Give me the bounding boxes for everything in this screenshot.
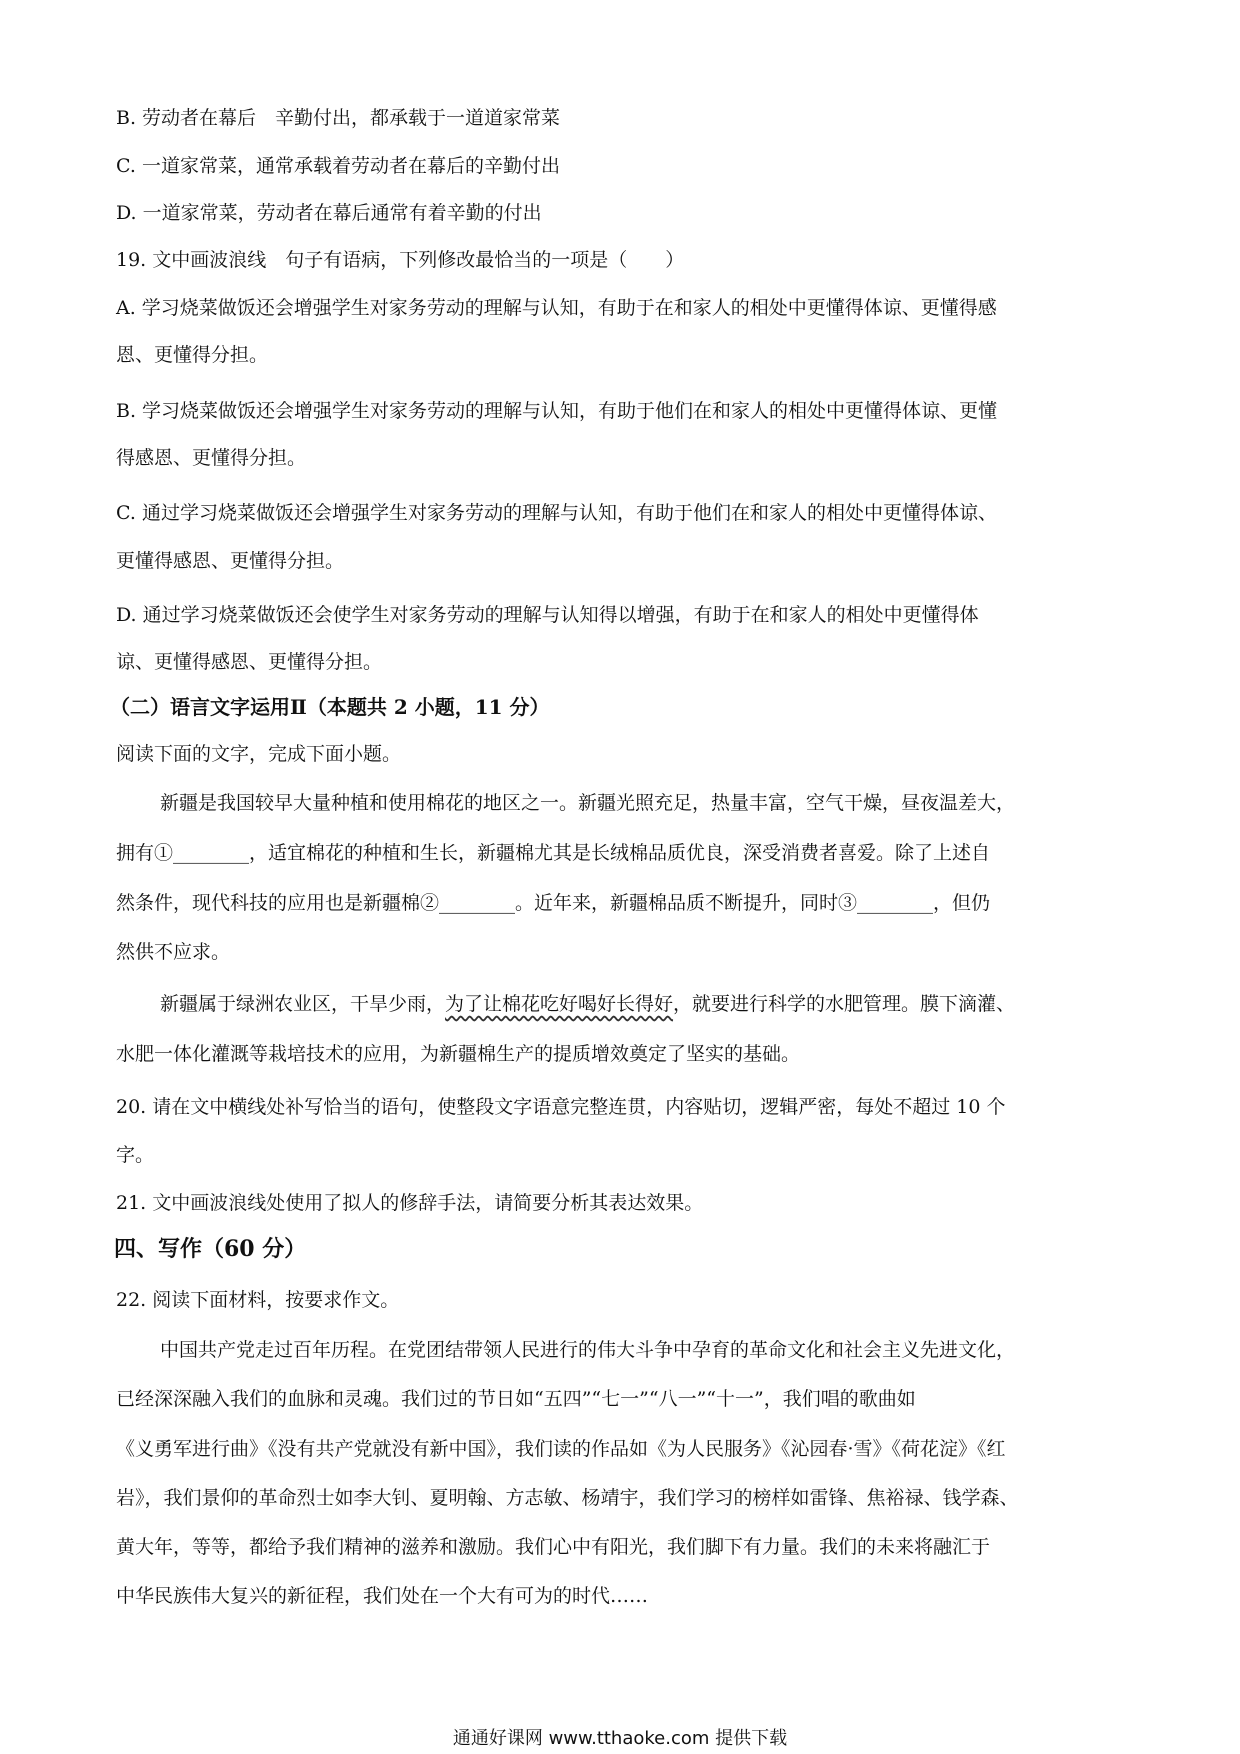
material-line: 黄大年，等等，都给予我们精神的滋养和激励。我们心中有阳光，我们脚下有力量。我们的未来将融汇于 <box>116 1536 991 1558</box>
q20-text-cont: 字。 <box>116 1144 155 1166</box>
wavy-underlined-sentence: 为了让棉花吃好喝好长得好 <box>445 993 674 1015</box>
passage-line: 拥有①________，适宜棉花的种植和生长，新疆棉尤其是长绒棉品质优良，深受消费者喜爱。除了上述自 <box>116 842 991 864</box>
q19-option-c: C. 通过学习烧菜做饭还会增强学生对家务劳动的理解与认知，有助于他们在和家人的相处中更懂得体谅、 <box>116 502 997 524</box>
q18-option-d: D. 一道家常菜，劳动者在幕后通常有着辛勤的付出 <box>116 202 542 224</box>
q19-option-b-cont: 得感恩、更懂得分担。 <box>116 447 307 469</box>
q21-text: 21. 文中画波浪线处使用了拟人的修辞手法，请简要分析其表达效果。 <box>116 1192 704 1214</box>
footer-source: 通通好课网 www.tthaoke.com 提供下载 <box>452 1728 788 1749</box>
material-line: 《义勇军进行曲》《没有共产党就没有新中国》，我们读的作品如《为人民服务》《沁园春·雪》《荷花淀》《红 <box>116 1438 1006 1460</box>
q18-option-c: C. 一道家常菜，通常承载着劳动者在幕后的辛勤付出 <box>116 155 560 177</box>
material-line: 已经深深融入我们的血脉和灵魂。我们过的节日如“五四”“七一”“八一”“十一”，我们唱的歌曲如 <box>116 1388 916 1410</box>
q18-option-b: B. 劳动者在幕后 辛勤付出，都承载于一道道家常菜 <box>116 107 561 129</box>
material-line: 中国共产党走过百年历程。在党团结带领人民进行的伟大斗争中孕育的革命文化和社会主义先进文化， <box>160 1339 1016 1361</box>
passage-line: 水肥一体化灌溉等栽培技术的应用，为新疆棉生产的提质增效奠定了坚实的基础。 <box>116 1043 801 1065</box>
q19-option-c-cont: 更懂得感恩、更懂得分担。 <box>116 550 345 572</box>
passage-line <box>160 989 1130 1019</box>
material-line: 中华民族伟大复兴的新征程，我们处在一个大有可为的时代…… <box>116 1585 649 1607</box>
q19-option-b: B. 学习烧菜做饭还会增强学生对家务劳动的理解与认知，有助于他们在和家人的相处中更懂得体谅、更懂 <box>116 400 998 422</box>
passage-line: 然供不应求。 <box>116 941 231 963</box>
reading-instruction: 阅读下面的文字，完成下面小题。 <box>116 743 402 765</box>
q20-text: 20. 请在文中横线处补写恰当的语句，使整段文字语意完整连贯，内容贴切，逻辑严密，每处不超过 10 个 <box>116 1096 1006 1118</box>
section-heading-language-use-2: （二）语言文字运用Ⅱ（本题共 2 小题，11 分） <box>110 695 550 719</box>
passage-text: 新疆属于绿洲农业区，干旱少雨， <box>160 993 446 1015</box>
passage-text: ，就要进行科学的水肥管理。膜下滴灌、 <box>673 993 1016 1015</box>
passage-line: 然条件，现代科技的应用也是新疆棉②________。近年来，新疆棉品质不断提升，同时③________，但仍 <box>116 892 991 914</box>
q19-option-a-cont: 恩、更懂得分担。 <box>116 344 269 366</box>
q22-text: 22. 阅读下面材料，按要求作文。 <box>116 1289 400 1311</box>
section-heading-writing: 四、写作（60 分） <box>114 1236 307 1262</box>
q19-option-d-cont: 谅、更懂得感恩、更懂得分担。 <box>116 651 383 673</box>
q19-option-d: D. 通过学习烧菜做饭还会使学生对家务劳动的理解与认知得以增强，有助于在和家人的相处中更懂得体 <box>116 604 979 626</box>
material-line: 岩》，我们景仰的革命烈士如李大钊、夏明翰、方志敏、杨靖宇，我们学习的榜样如雷锋、焦裕禄、钱学森、 <box>116 1487 1019 1509</box>
q19-stem: 19. 文中画波浪线 句子有语病，下列修改最恰当的一项是（ ） <box>116 249 685 271</box>
q19-option-a: A. 学习烧菜做饭还会增强学生对家务劳动的理解与认知，有助于在和家人的相处中更懂得体谅、更懂得感 <box>116 297 997 319</box>
passage-line: 新疆是我国较早大量种植和使用棉花的地区之一。新疆光照充足，热量丰富，空气干燥，昼夜温差大， <box>160 792 1016 814</box>
